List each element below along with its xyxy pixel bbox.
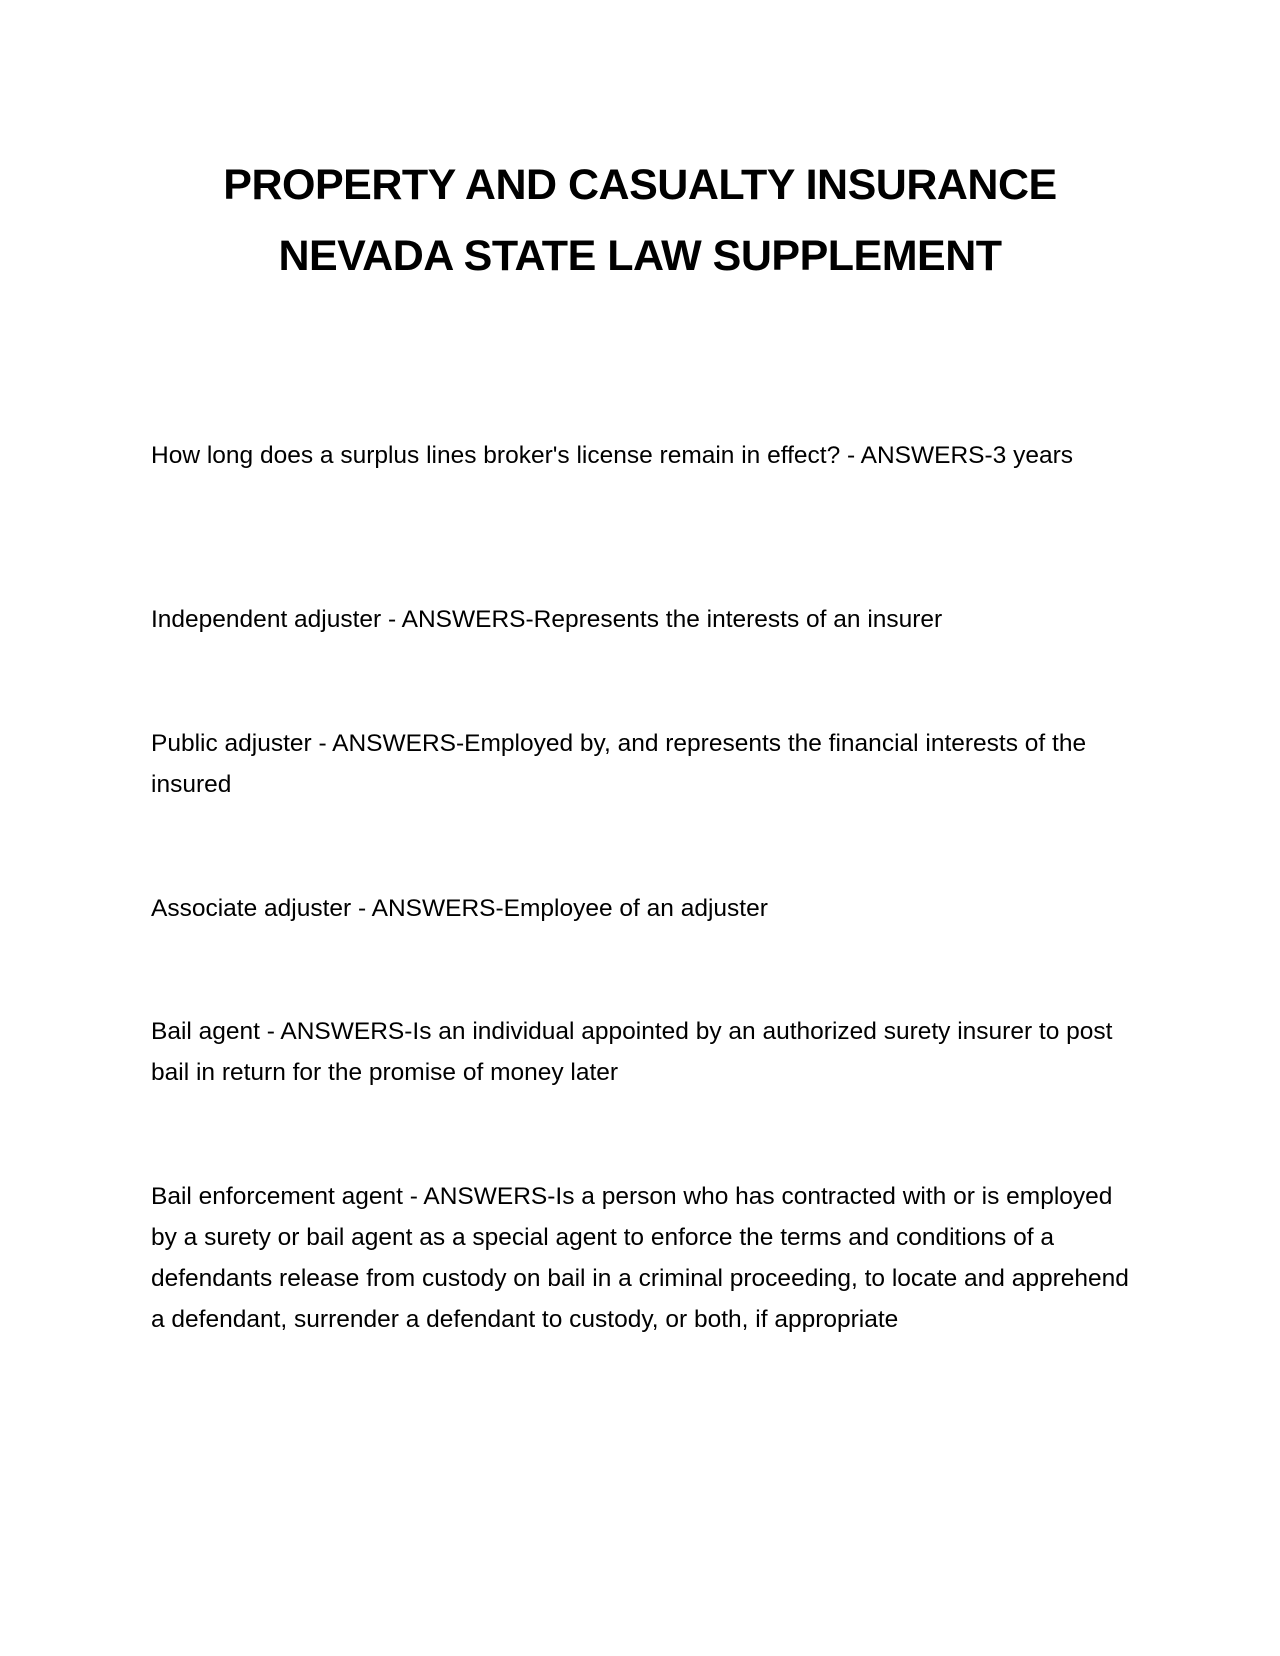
qa-item: Bail enforcement agent - ANSWERS-Is a person who has contracted with or is employed by a surety or bail agent as a special agent to enforce the terms and conditions of a defendants release from custody on bail in a criminal proceeding, to locate and apprehend a defendant, surrender a defendant to custody, or both, if appropriate bbox=[151, 1183, 1129, 1333]
document-title-line-2: NEVADA STATE LAW SUPPLEMENT bbox=[278, 232, 1002, 280]
document-title-line-1: PROPERTY AND CASUALTY INSURANCE bbox=[223, 161, 1057, 209]
qa-item: Associate adjuster - ANSWERS-Employee of an adjuster bbox=[151, 895, 768, 922]
document-title bbox=[0, 150, 1280, 292]
qa-item: Independent adjuster - ANSWERS-Represents the interests of an insurer bbox=[151, 606, 943, 633]
qa-item: Bail agent - ANSWERS-Is an individual appointed by an authorized surety insurer to post bail in return for the promise of money later bbox=[151, 1018, 1113, 1086]
qa-item: How long does a surplus lines broker's license remain in effect? - ANSWERS-3 years bbox=[151, 442, 1074, 469]
qa-item: Public adjuster - ANSWERS-Employed by, and represents the financial interests of the insured bbox=[151, 730, 1087, 798]
